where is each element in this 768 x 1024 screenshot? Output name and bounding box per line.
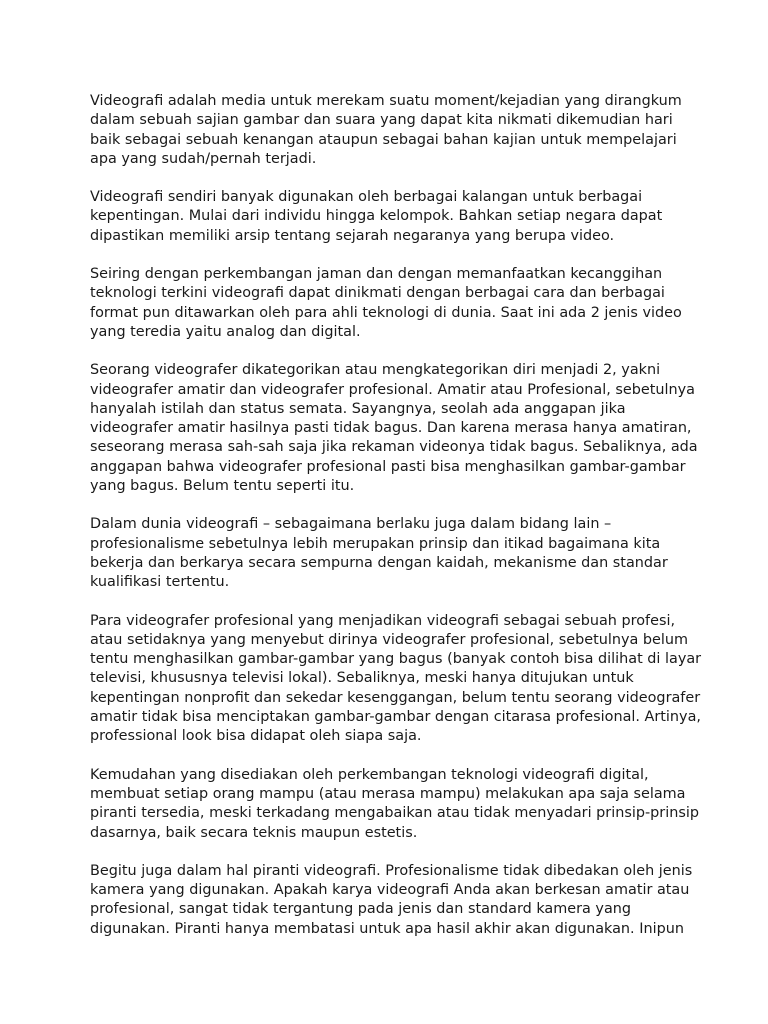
paragraph-5: Dalam dunia videografi – sebagaimana berlaku juga dalam bidang lain – profesionalisme sebetulnya lebih merupakan prinsip dan itikad bagaimana kita bekerja dan berkarya secara sempurna dengan kaidah, mekanisme dan standar kualifikasi tertentu. — [90, 516, 668, 591]
paragraph-2: Videografi sendiri banyak digunakan oleh berbagai kalangan untuk berbagai kepentingan. Mulai dari individu hingga kelompok. Bahkan setiap negara dapat dipastikan memiliki arsip tentang sejarah negaranya yang berupa video. — [90, 189, 663, 244]
paragraph-1: Videografi adalah media untuk merekam suatu moment/kejadian yang dirangkum dalam sebuah sajian gambar dan suara yang dapat kita nikmati dikemudian hari baik sebagai sebuah kenangan ataupun sebagai bahan kajian untuk mempelajari apa yang sudah/pernah terjadi. — [90, 93, 682, 167]
paragraph-7: Kemudahan yang disediakan oleh perkembangan teknologi videografi digital, membuat setiap orang mampu (atau merasa mampu) melakukan apa saja selama piranti tersedia, meski terkadang mengabaikan atau tidak menyadari prinsip-prinsip dasarnya, baik secara teknis maupun estetis. — [90, 766, 699, 841]
paragraph-8: Begitu juga dalam hal piranti videografi. Profesionalisme tidak dibedakan oleh jenis kamera yang digunakan. Apakah karya videografi Anda akan berkesan amatir atau profesional, sangat tidak tergantung pada jenis dan standard kamera yang digunakan. Piranti hanya membatasi untuk apa hasil akhir akan digunakan. Inipun — [90, 862, 693, 937]
paragraph-6: Para videografer profesional yang menjadikan videografi sebagai sebuah profesi, atau setidaknya yang menyebut dirinya videografer profesional, sebetulnya belum tentu menghasilkan gambar-gambar yang bagus (banyak contoh bisa dilihat di layar televisi, khususnya televisi lokal). Sebaliknya, meski hanya ditujukan untuk kepentingan nonprofit dan sekedar kesenggangan, belum tentu seorang videografer amatir tidak bisa menciptakan gambar-gambar dengan citarasa profesional. Artinya, professional look bisa didapat oleh siapa saja. — [90, 612, 702, 745]
paragraph-3: Seiring dengan perkembangan jaman dan dengan memanfaatkan kecanggihan teknologi terkini videografi dapat dinikmati dengan berbagai cara dan berbagai format pun ditawarkan oleh para ahli teknologi di dunia. Saat ini ada 2 jenis video yang teredia yaitu analog dan digital. — [90, 266, 682, 340]
paragraph-4: Seorang videografer dikategorikan atau mengkategorikan diri menjadi 2, yakni videografer amatir dan videografer profesional. Amatir atau Profesional, sebetulnya hanyalah istilah dan status semata. Sayangnya, seolah ada anggapan jika videografer amatir hasilnya pasti tidak bagus. Dan karena merasa hanya amatiran, seseorang merasa sah-sah saja jika rekaman videonya tidak bagus. Sebaliknya, ada anggapan bahwa videografer profesional pasti bisa menghasilkan gambar-gambar yang bagus. Belum tentu seperti itu. — [90, 362, 698, 495]
